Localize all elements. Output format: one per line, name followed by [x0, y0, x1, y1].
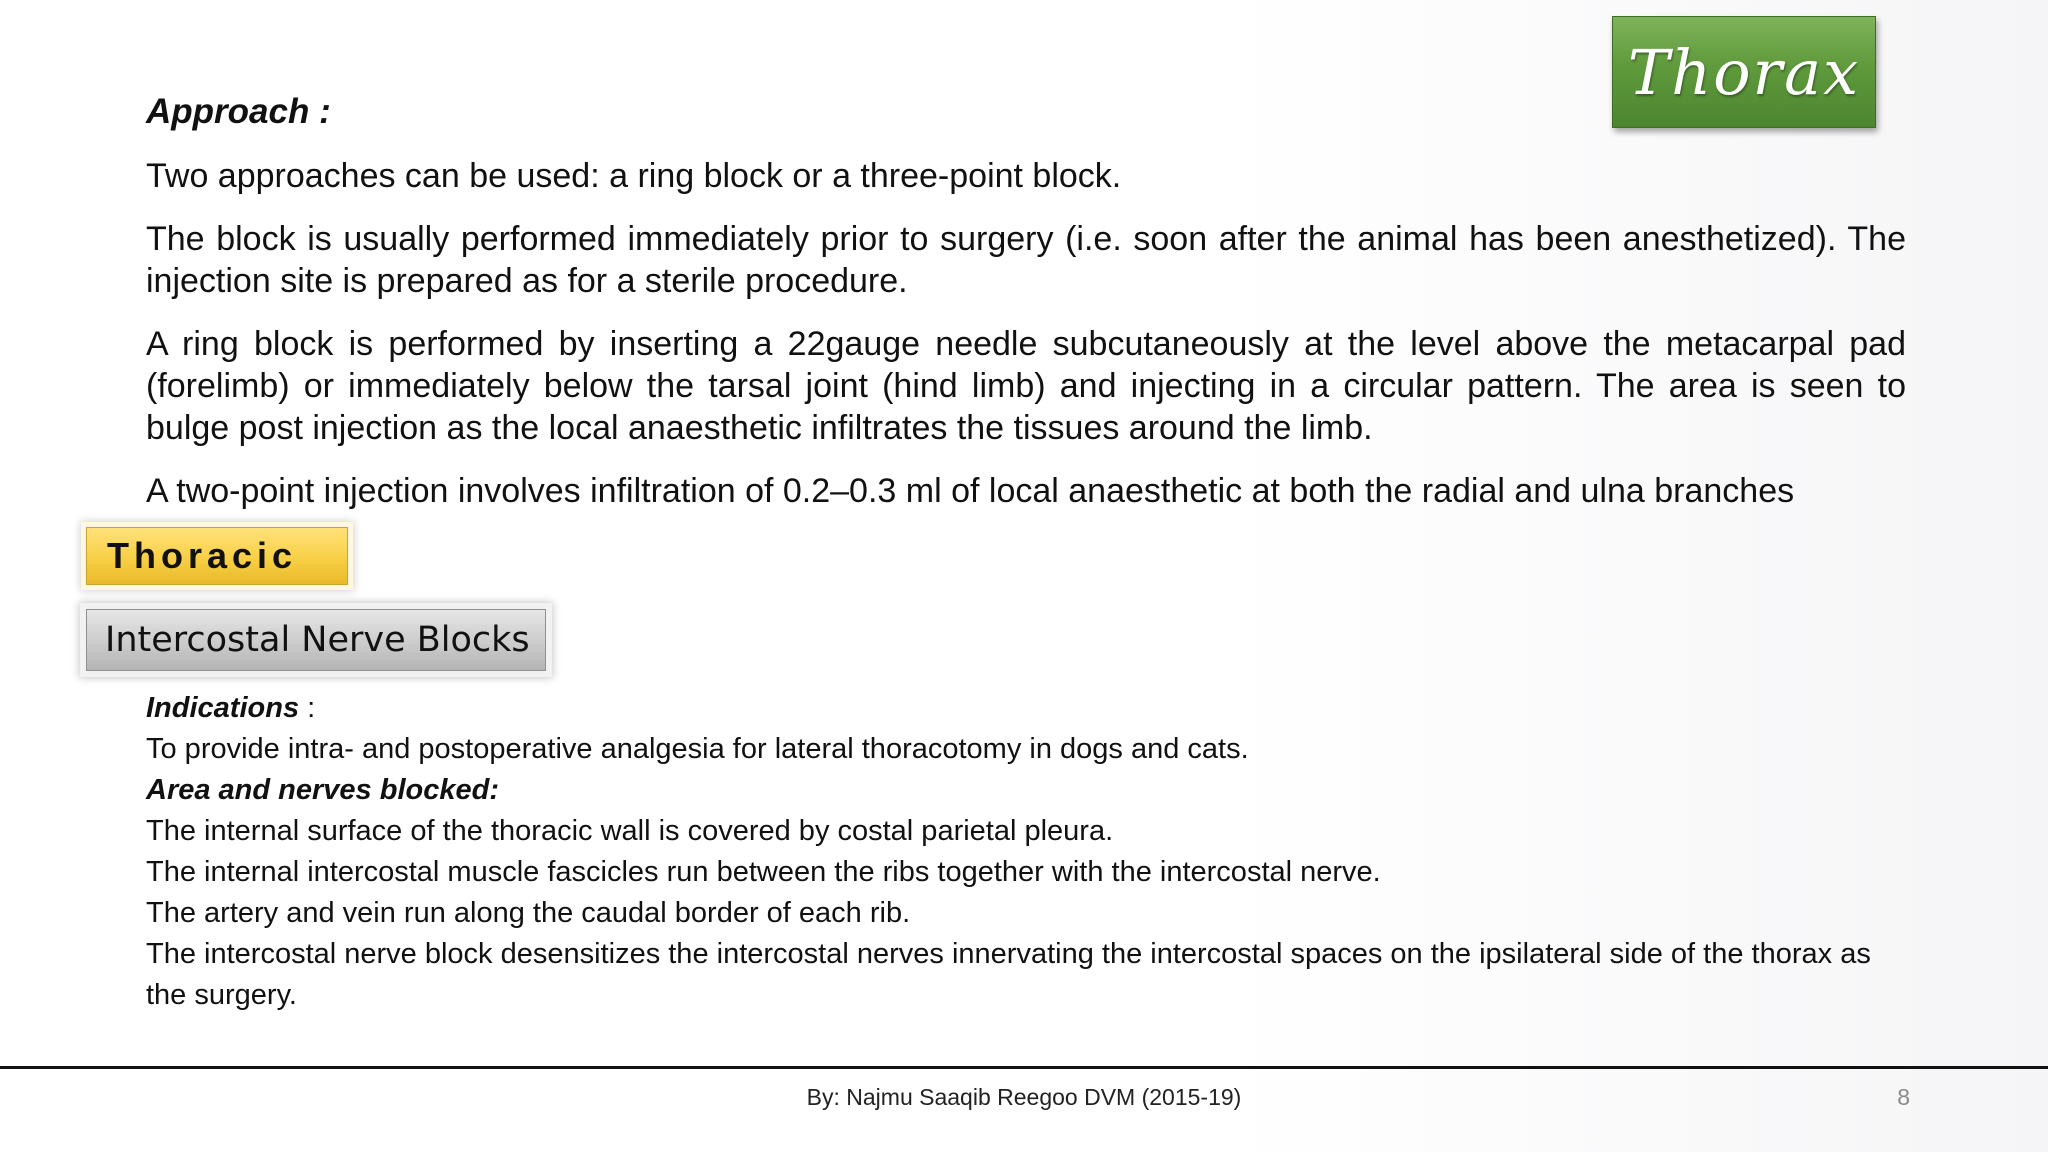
- footer-divider: [0, 1066, 2048, 1069]
- area-heading: Area and nerves blocked:: [146, 774, 499, 806]
- indications-heading-line: [146, 688, 315, 729]
- topic-label-intercostal: [86, 609, 546, 671]
- area-line-3: The artery and vein run along the caudal border of each rib.: [146, 897, 911, 929]
- approach-paragraph-2: The block is usually performed immediately prior to surgery (i.e. soon after the animal has been anesthetized). The injection site is prepared as for a sterile procedure.: [146, 220, 1906, 300]
- section-badge-thorax: [1612, 16, 1876, 128]
- area-line-1: The internal surface of the thoracic wall is covered by costal parietal pleura.: [146, 815, 1114, 847]
- indications-heading: Indications: [146, 692, 300, 724]
- footer-author: By: Najmu Saaqib Reegoo DVM (2015-19): [806, 1084, 1242, 1110]
- approach-paragraph-1: Two approaches can be used: a ring block or a three-point block.: [146, 157, 1122, 195]
- indications-text: To provide intra- and postoperative analgesia for lateral thoracotomy in dogs and cats.: [146, 733, 1249, 765]
- indications-colon: :: [299, 692, 316, 724]
- approach-paragraph-4: A two-point injection involves infiltration of 0.2–0.3 ml of local anaesthetic at both the radial and ulna branches: [146, 472, 1795, 510]
- topic-label-text: Intercostal Nerve Blocks: [105, 620, 530, 660]
- approach-paragraph-3: A ring block is performed by inserting a 22gauge needle subcutaneously at the level above the metacarpal pad (forelimb) or immediately below the tarsal joint (hind limb) and injecting in a circular pattern. The area is seen to bulge post injection as the local anaesthetic infiltrates the tissues around the limb.: [146, 325, 1906, 447]
- area-line-4: The intercostal nerve block desensitizes the intercostal nerves innervating the intercostal spaces on the ipsilateral side of the thorax as the surgery.: [146, 938, 1871, 1011]
- approach-heading: Approach :: [146, 92, 331, 131]
- page-number: 8: [1897, 1084, 1910, 1110]
- region-label-thoracic: [86, 527, 348, 585]
- area-line-2: The internal intercostal muscle fascicles run between the ribs together with the intercostal nerve.: [146, 856, 1381, 888]
- region-label-text: Thoracic: [107, 535, 298, 576]
- section-badge-label: Thorax: [1627, 35, 1861, 109]
